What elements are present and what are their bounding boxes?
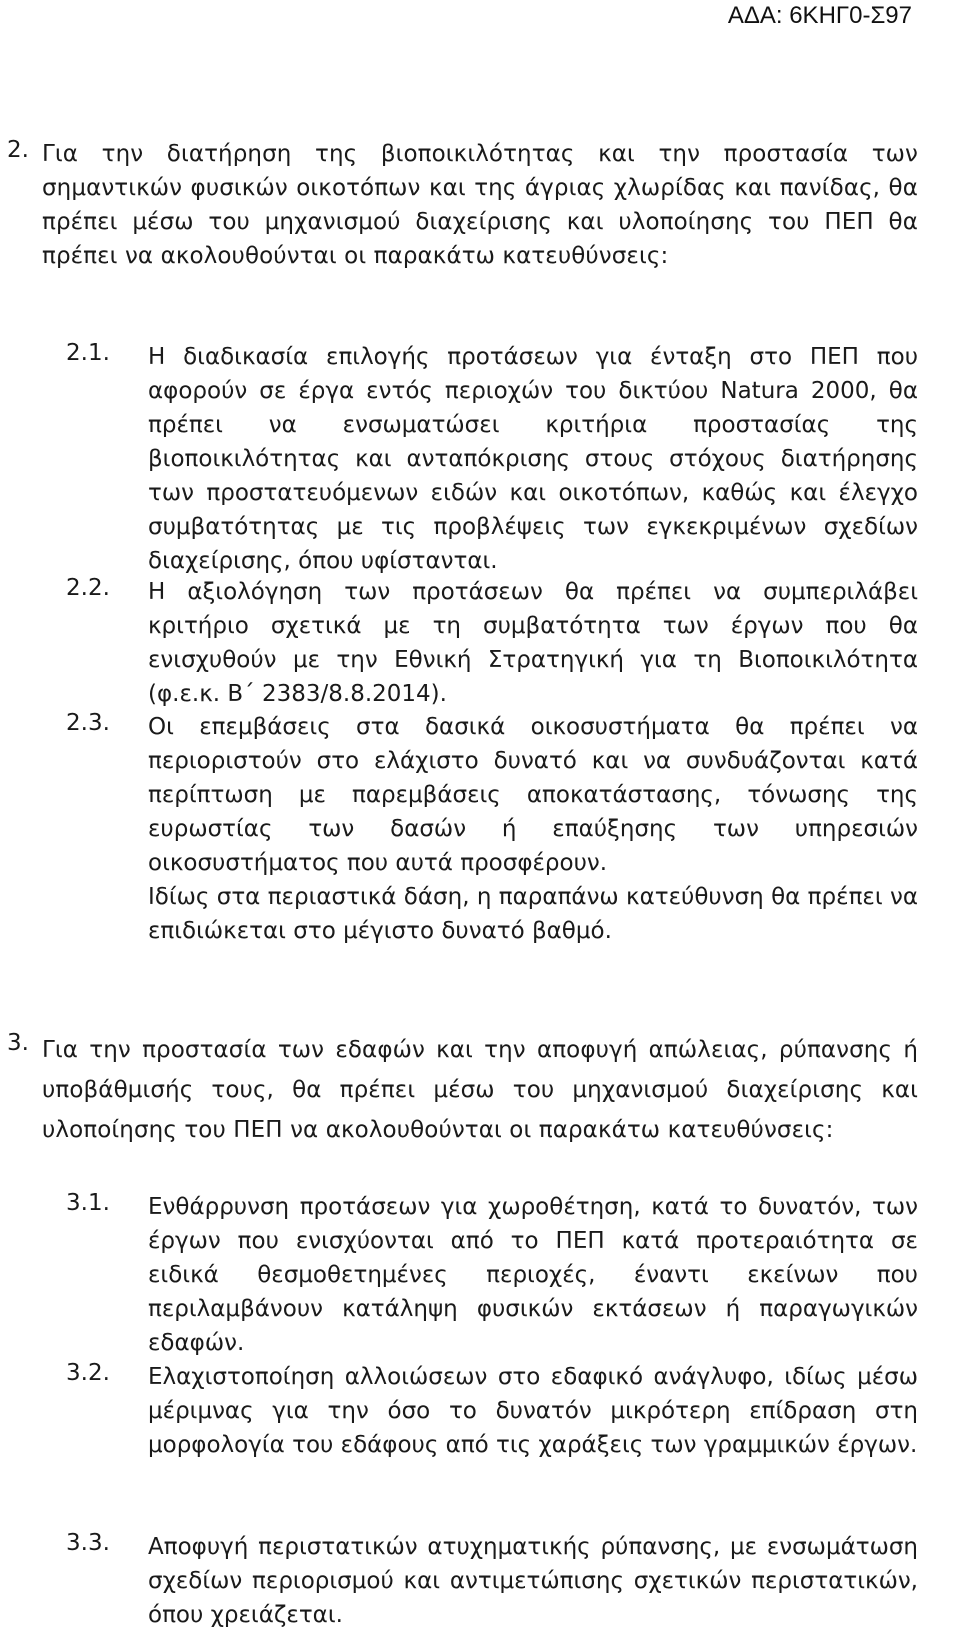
item-text: Οι επεμβάσεις στα δασικά οικοσυστήματα θα πρέπει να περιοριστούν στο ελάχιστο δυνατό και να συνδυάζονται κατά περίπτωση με παρεμβάσεις αποκατάστασης, τόνωσης της ευρωστίας των δασών ή επαύξησης των υπηρεσιών οικοσυστήματος που αυτά προσφέρουν. — [148, 714, 918, 876]
section-text: Για την διατήρηση της βιοποικιλότητας και την προστασία των σημαντικών φυσικών οικοτόπων και της άγριας χλωρίδας και πανίδας, θα πρέπει μέσω του μηχανισμού διαχείρισης και υλοποίησης του ΠΕΠ θα πρέπει να ακολουθούνται οι παρακάτω κατευθύνσεις: — [42, 141, 918, 269]
ada-code: ΑΔΑ: 6ΚΗΓ0-Σ97 — [727, 2, 912, 29]
item-number: 2.1. — [66, 340, 110, 366]
item-text: Ελαχιστοποίηση αλλοιώσεων στο εδαφικό ανάγλυφο, ιδίως μέσω μέριμνας για την όσο το δυνατόν μικρότερη επίδραση στη μορφολογία του εδάφους από τις χαράξεις των γραμμικών έργων. — [148, 1364, 918, 1458]
item-text: Ενθάρρυνση προτάσεων για χωροθέτηση, κατά το δυνατόν, των έργων που ενισχύονται από το ΠΕΠ κατά προτεραιότητα σε ειδικά θεσμοθετημένες περιοχές, έναντι εκείνων που περιλαμβάνουν κατάληψη φυσικών εκτάσεων ή παραγωγικών εδαφών. — [148, 1194, 918, 1356]
section-text: Για την προστασία των εδαφών και την αποφυγή απώλειας, ρύπανσης ή υποβάθμισής τους, θα πρέπει μέσω του μηχανισμού διαχείρισης και υλοποίησης του ΠΕΠ να ακολουθούνται οι παρακάτω κατευθύνσεις: — [42, 1037, 918, 1143]
item-number: 3.2. — [66, 1360, 110, 1386]
item-text: Αποφυγή περιστατικών ατυχηματικής ρύπανσης, με ενσωμάτωση σχεδίων περιορισμού και αντιμετώπισης σχετικών περιστατικών, όπου χρειάζεται. — [148, 1534, 918, 1628]
item-text: Η διαδικασία επιλογής προτάσεων για ένταξη στο ΠΕΠ που αφορούν σε έργα εντός περιοχών του δικτύου Natura 2000, θα πρέπει να ενσωματώσει κριτήρια προστασίας της βιοποικιλότητας και ανταπόκρισης στους στόχους διατήρησης των προστατευόμενων ειδών και οικοτόπων, καθώς και έλεγχο συμβατότητας με τις προβλέψεις των εγκεκριμένων σχεδίων διαχείρισης, όπου υφίστανται. — [148, 344, 918, 574]
item-number: 2.2. — [66, 575, 110, 601]
item-text: Η αξιολόγηση των προτάσεων θα πρέπει να συμπεριλάβει κριτήριο σχετικά με τη συμβατότητα των έργων που θα ενισχυθούν με την Εθνική Στρατηγική για τη Βιοποικιλότητα (φ.ε.κ. Β΄ 2383/8.8.2014). — [148, 579, 918, 707]
item-number: 3.3. — [66, 1530, 110, 1556]
item-number: 3.1. — [66, 1190, 110, 1216]
section-number: 2. — [7, 137, 29, 163]
item-number: 2.3. — [66, 710, 110, 736]
section-number: 3. — [7, 1030, 29, 1056]
item-note: Ιδίως στα περιαστικά δάση, η παραπάνω κατεύθυνση θα πρέπει να επιδιώκεται στο μέγιστο δυνατό βαθμό. — [148, 884, 918, 944]
